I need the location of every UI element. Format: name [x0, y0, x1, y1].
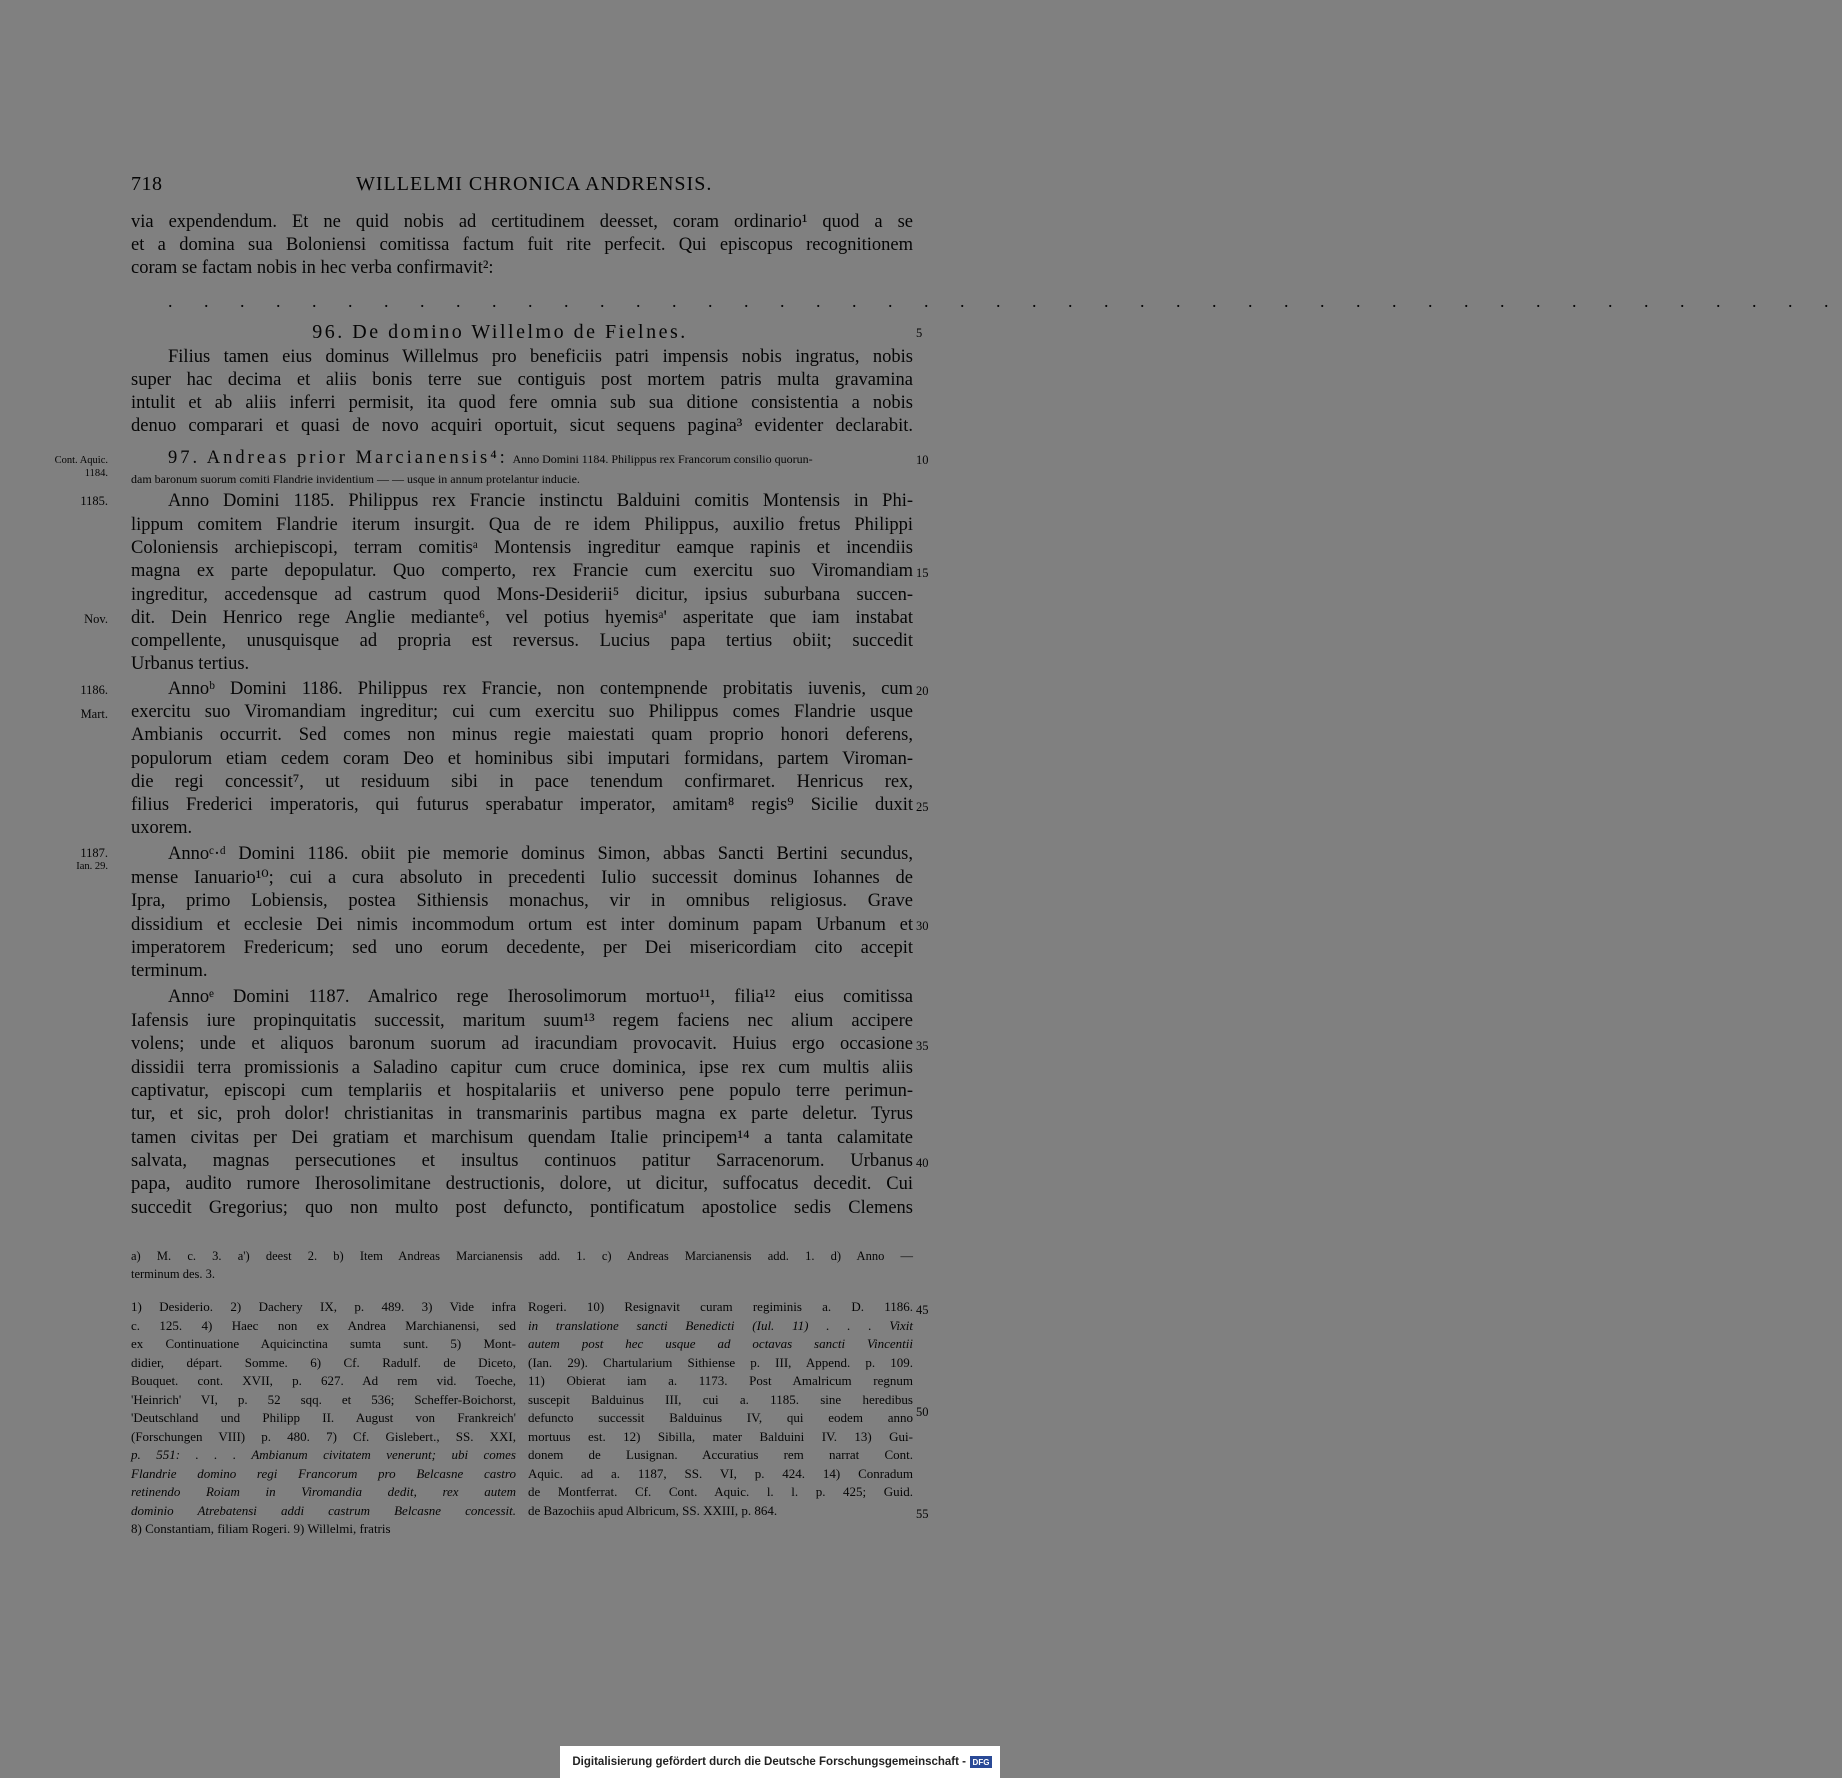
footnote-line: 8) Constantiam, filiam Rogeri. 9) Willelmi, fratris [131, 1521, 391, 1536]
source-quote: dam baronum suorum comiti Flandrie invidentium — — usque in annum protelantur inducie. [131, 472, 580, 486]
footnote-line: p. 551: . . . Ambianum civitatem venerunt; ubi comes [131, 1447, 516, 1462]
text-line: denuo comparari et quasi de novo acquiri oportuit, sicut sequens pagina³ evidenter declarabit. [131, 416, 913, 436]
text-line: Annoᵇ Domini 1186. Philippus rex Francie, non contempnende probitatis iuvenis, cum [168, 679, 913, 699]
text-line: Anno Domini 1185. Philippus rex Francie instinctu Balduini comitis Montensis in Phi- [168, 491, 913, 511]
margin-note: Cont. Aquic. [54, 455, 108, 466]
text-line: exercitu suo Viromandiam ingreditur; cui cum exercitu suo Philippus comes Flandrie usque [131, 702, 913, 722]
footnotes-right [528, 1298, 913, 1520]
text-line: succedit Gregorius; quo non multo post defuncto, pontificatum apostolice sedis Clemens [131, 1198, 913, 1218]
text-line: papa, audito rumore Iherosolimitane destructionis, dolore, ut dicitur, suffocatus decedit. Cui [131, 1174, 913, 1194]
section-97-heading: 97. Andreas prior Marcianensis⁴: [168, 448, 508, 468]
footnote-line: Bouquet. cont. XVII, p. 627. Ad rem vid. Toeche, [131, 1373, 516, 1388]
text-line: tur, et sic, proh dolor! christianitas in transmarinis partibus magna ex parte deletur. Tyrus [131, 1104, 913, 1124]
section-97-first-line [168, 448, 913, 469]
margin-note: 1184. [84, 468, 108, 479]
source-quote: Anno Domini 1184. Philippus rex Francorum consilio quorun- [512, 452, 813, 466]
footnote-line: ex Continuatione Aquicinctina sumta sunt. 5) Mont- [131, 1336, 516, 1351]
line-number: 30 [916, 919, 929, 933]
text-line: Ambianis occurrit. Sed comes non minus regie maiestati quam proprio honori deferens, [131, 725, 913, 745]
footnote-line: donem de Lusignan. Accuratius rem narrat Cont. [528, 1447, 913, 1462]
text-line: et a domina sua Boloniensi comitissa factum fuit rite perfecit. Qui episcopus recognitionem [131, 235, 913, 255]
text-line: volens; unde et aliquos baronum suorum ad iracundiam provocavit. Huius ergo occasione [131, 1034, 913, 1054]
text-line: captivatur, episcopi cum templariis et hospitalariis et universo pene populo terre perimun- [131, 1081, 913, 1101]
footnote-line: Rogeri. 10) Resignavit curam regiminis a. D. 1186. [528, 1299, 913, 1314]
omission-dots: . . . . . . . . . . . . . . . . . . . . . . . . . . . . . . . . . . . . . . . . . . . . . . . [168, 291, 1842, 311]
text-line: ingreditur, accedensque ad castrum quod Mons-Desiderii⁵ dicitur, ipsius suburbana succen- [131, 585, 913, 605]
footnote-line: 1) Desiderio. 2) Dachery IX, p. 489. 3) Vide infra [131, 1299, 516, 1314]
text-line: intulit et ab aliis inferri permisit, ita quod fere omnia sub sua ditione consistentia a nobis [131, 393, 913, 413]
text-line: uxorem. [131, 818, 193, 838]
footnote-line: 'Heinrich' VI, p. 52 sqq. et 536; Scheffer-Boichorst, [131, 1391, 516, 1407]
footnote-line: didier, départ. Somme. 6) Cf. Radulf. de Diceto, [131, 1354, 516, 1370]
footnote-line: 'Deutschland und Philipp II. August von Frankreich' [131, 1410, 516, 1425]
footnote-line: de Montferrat. Cf. Cont. Aquic. l. l. p. 425; Guid. [528, 1484, 913, 1499]
line-number: 40 [916, 1156, 929, 1170]
text-line: mense Ianuario¹⁰; cui a cura absoluto in precedenti Iulio successit dominus Iohannes de [131, 868, 913, 888]
footnote-line: dominio Atrebatensi addi castrum Belcasne concessit. [131, 1502, 516, 1518]
text-line: dit. Dein Henrico rege Anglie mediante⁶, vel potius hyemisᵃ' asperitate que iam instabat [131, 608, 913, 628]
line-number: 20 [916, 684, 929, 698]
footnote-line: defuncto successit Balduinus IV, qui eodem anno [528, 1410, 913, 1425]
margin-note: 1185. [80, 494, 108, 508]
text-line: Annoᶜ·ᵈ Domini 1186. obiit pie memorie dominus Simon, abbas Sancti Bertini secundus, [168, 844, 913, 864]
running-title: WILLELMI CHRONICA ANDRENSIS. [356, 173, 713, 195]
margin-note: 1187. [80, 846, 108, 860]
margin-note: Nov. [84, 612, 108, 626]
margin-note: Mart. [80, 707, 108, 721]
text-line: populorum etiam cedem coram Deo et hominibus sibi imputari formidans, partem Viroman- [131, 749, 913, 769]
footnote-line: Flandrie domino regi Francorum pro Belcasne castro [131, 1465, 516, 1481]
line-number: 15 [916, 566, 929, 580]
text-line: salvata, magnas persecutiones et insultus continuos patitur Sarracenorum. Urbanus [131, 1151, 913, 1171]
dfg-logo-icon: DFG [970, 1756, 992, 1768]
line-number: 35 [916, 1039, 929, 1053]
section-heading: 96. De domino Willelmo de Fielnes. [312, 321, 688, 343]
footnote-line: (Forschungen VIII) p. 480. 7) Cf. Gislebert., SS. XXI, [131, 1428, 516, 1444]
line-number: 10 [916, 453, 929, 467]
text-line: die regi concessit⁷, ut residuum sibi in pace tenendum confirmaret. Henricus rex, [131, 772, 913, 792]
text-line: compellente, unusquisque ad propria est reversus. Lucius papa tertius obiit; succedit [131, 631, 913, 651]
margin-note: Ian. 29. [76, 861, 108, 872]
footnote-line: 11) Obierat iam a. 1173. Post Amalricum regnum [528, 1373, 913, 1388]
text-line: coram se factam nobis in hec verba confirmavit²: [131, 258, 494, 278]
footnote-line: de Bazochiis apud Albricum, SS. XXIII, p. 864. [528, 1502, 778, 1518]
text-line: Ipra, primo Lobiensis, postea Sithiensis monachus, vir in omnibus religiosus. Grave [131, 891, 913, 911]
text-line: filius Frederici imperatoris, qui futurus sperabatur imperator, amitam⁸ regis⁹ Sicilie duxit [131, 795, 913, 815]
text-line: tamen civitas per Dei gratiam et marchisum quendam Italie principem¹⁴ a tanta calamitate [131, 1128, 913, 1148]
text-line: terminum. [131, 961, 208, 981]
text-line: Filius tamen eius dominus Willelmus pro beneficiis patri impensis nobis ingratus, nobis [168, 347, 913, 367]
text-line: dissidii terra promissionis a Saladino capitur cum cruce dominica, ipse rex cum multis aliis [131, 1058, 913, 1078]
footnote-line: suscepit Balduinus III, cui a. 1185. sine heredibus [528, 1391, 913, 1407]
footnote-line: retinendo Roiam in Viromandia dedit, rex autem [131, 1484, 516, 1499]
text-line: Iafensis iure propinquitatis successit, maritum suum¹³ regem faciens nec alium accipere [131, 1011, 913, 1031]
text-line: Annoᵉ Domini 1187. Amalrico rege Iherosolimorum mortuo¹¹, filia¹² eius comitissa [168, 987, 913, 1007]
variant-readings: a) M. c. 3. a') deest 2. b) Item Andreas Marcianensis add. 1. c) Andreas Marcianensis add. 1. d) Anno — [131, 1249, 913, 1263]
line-number: 25 [916, 800, 929, 814]
text-line: super hac decima et aliis bonis terre sue contiguis post mortem patris multa gravamina [131, 370, 913, 390]
funding-banner [560, 1746, 1000, 1778]
text-line: dissidium et ecclesie Dei nimis incommodum ortum est inter dominum papam Urbanum et [131, 915, 913, 935]
footnote-line: mortuus est. 12) Sibilla, mater Balduini IV. 13) Gui- [528, 1428, 913, 1444]
text-line: Coloniensis archiepiscopi, terram comitisᵃ Montensis ingreditur eamque rapinis et incendiis [131, 538, 913, 558]
footnote-line: c. 125. 4) Haec non ex Andrea Marchianensi, sed [131, 1317, 516, 1333]
footnote-line: autem post hec usque ad octavas sancti Vincentii [528, 1336, 913, 1351]
funding-text: Digitalisierung gefördert durch die Deutsche Forschungsgemeinschaft - [572, 1756, 966, 1768]
text-line: magna ex parte depopulatur. Quo comperto, rex Francie cum exercitu suo Viromandiam [131, 561, 913, 581]
variant-readings: terminum des. 3. [131, 1267, 216, 1281]
page-number: 718 [131, 173, 163, 195]
text-line: Urbanus tertius. [131, 654, 250, 674]
line-number: 55 [916, 1507, 929, 1521]
line-number: 45 [916, 1303, 929, 1317]
footnotes-left [131, 1298, 516, 1539]
margin-note: 1186. [80, 683, 108, 697]
footnote-line: Aquic. ad a. 1187, SS. VI, p. 424. 14) Conradum [528, 1465, 913, 1481]
text-line: imperatorem Fredericum; sed uno eorum decedente, per Dei misericordiam cito accepit [131, 938, 913, 958]
text-line: lippum comitem Flandrie iterum insurgit. Qua de re idem Philippus, auxilio fretus Philippi [131, 515, 913, 535]
line-number: 50 [916, 1405, 929, 1419]
text-line: via expendendum. Et ne quid nobis ad certitudinem deesset, coram ordinario¹ quod a se [131, 212, 913, 232]
footnote-line: (Ian. 29). Chartularium Sithiense p. III, Append. p. 109. [528, 1354, 913, 1370]
line-number: 5 [916, 326, 923, 340]
footnote-line: in translatione sancti Benedicti (Iul. 11) . . . Vixit [528, 1317, 913, 1333]
